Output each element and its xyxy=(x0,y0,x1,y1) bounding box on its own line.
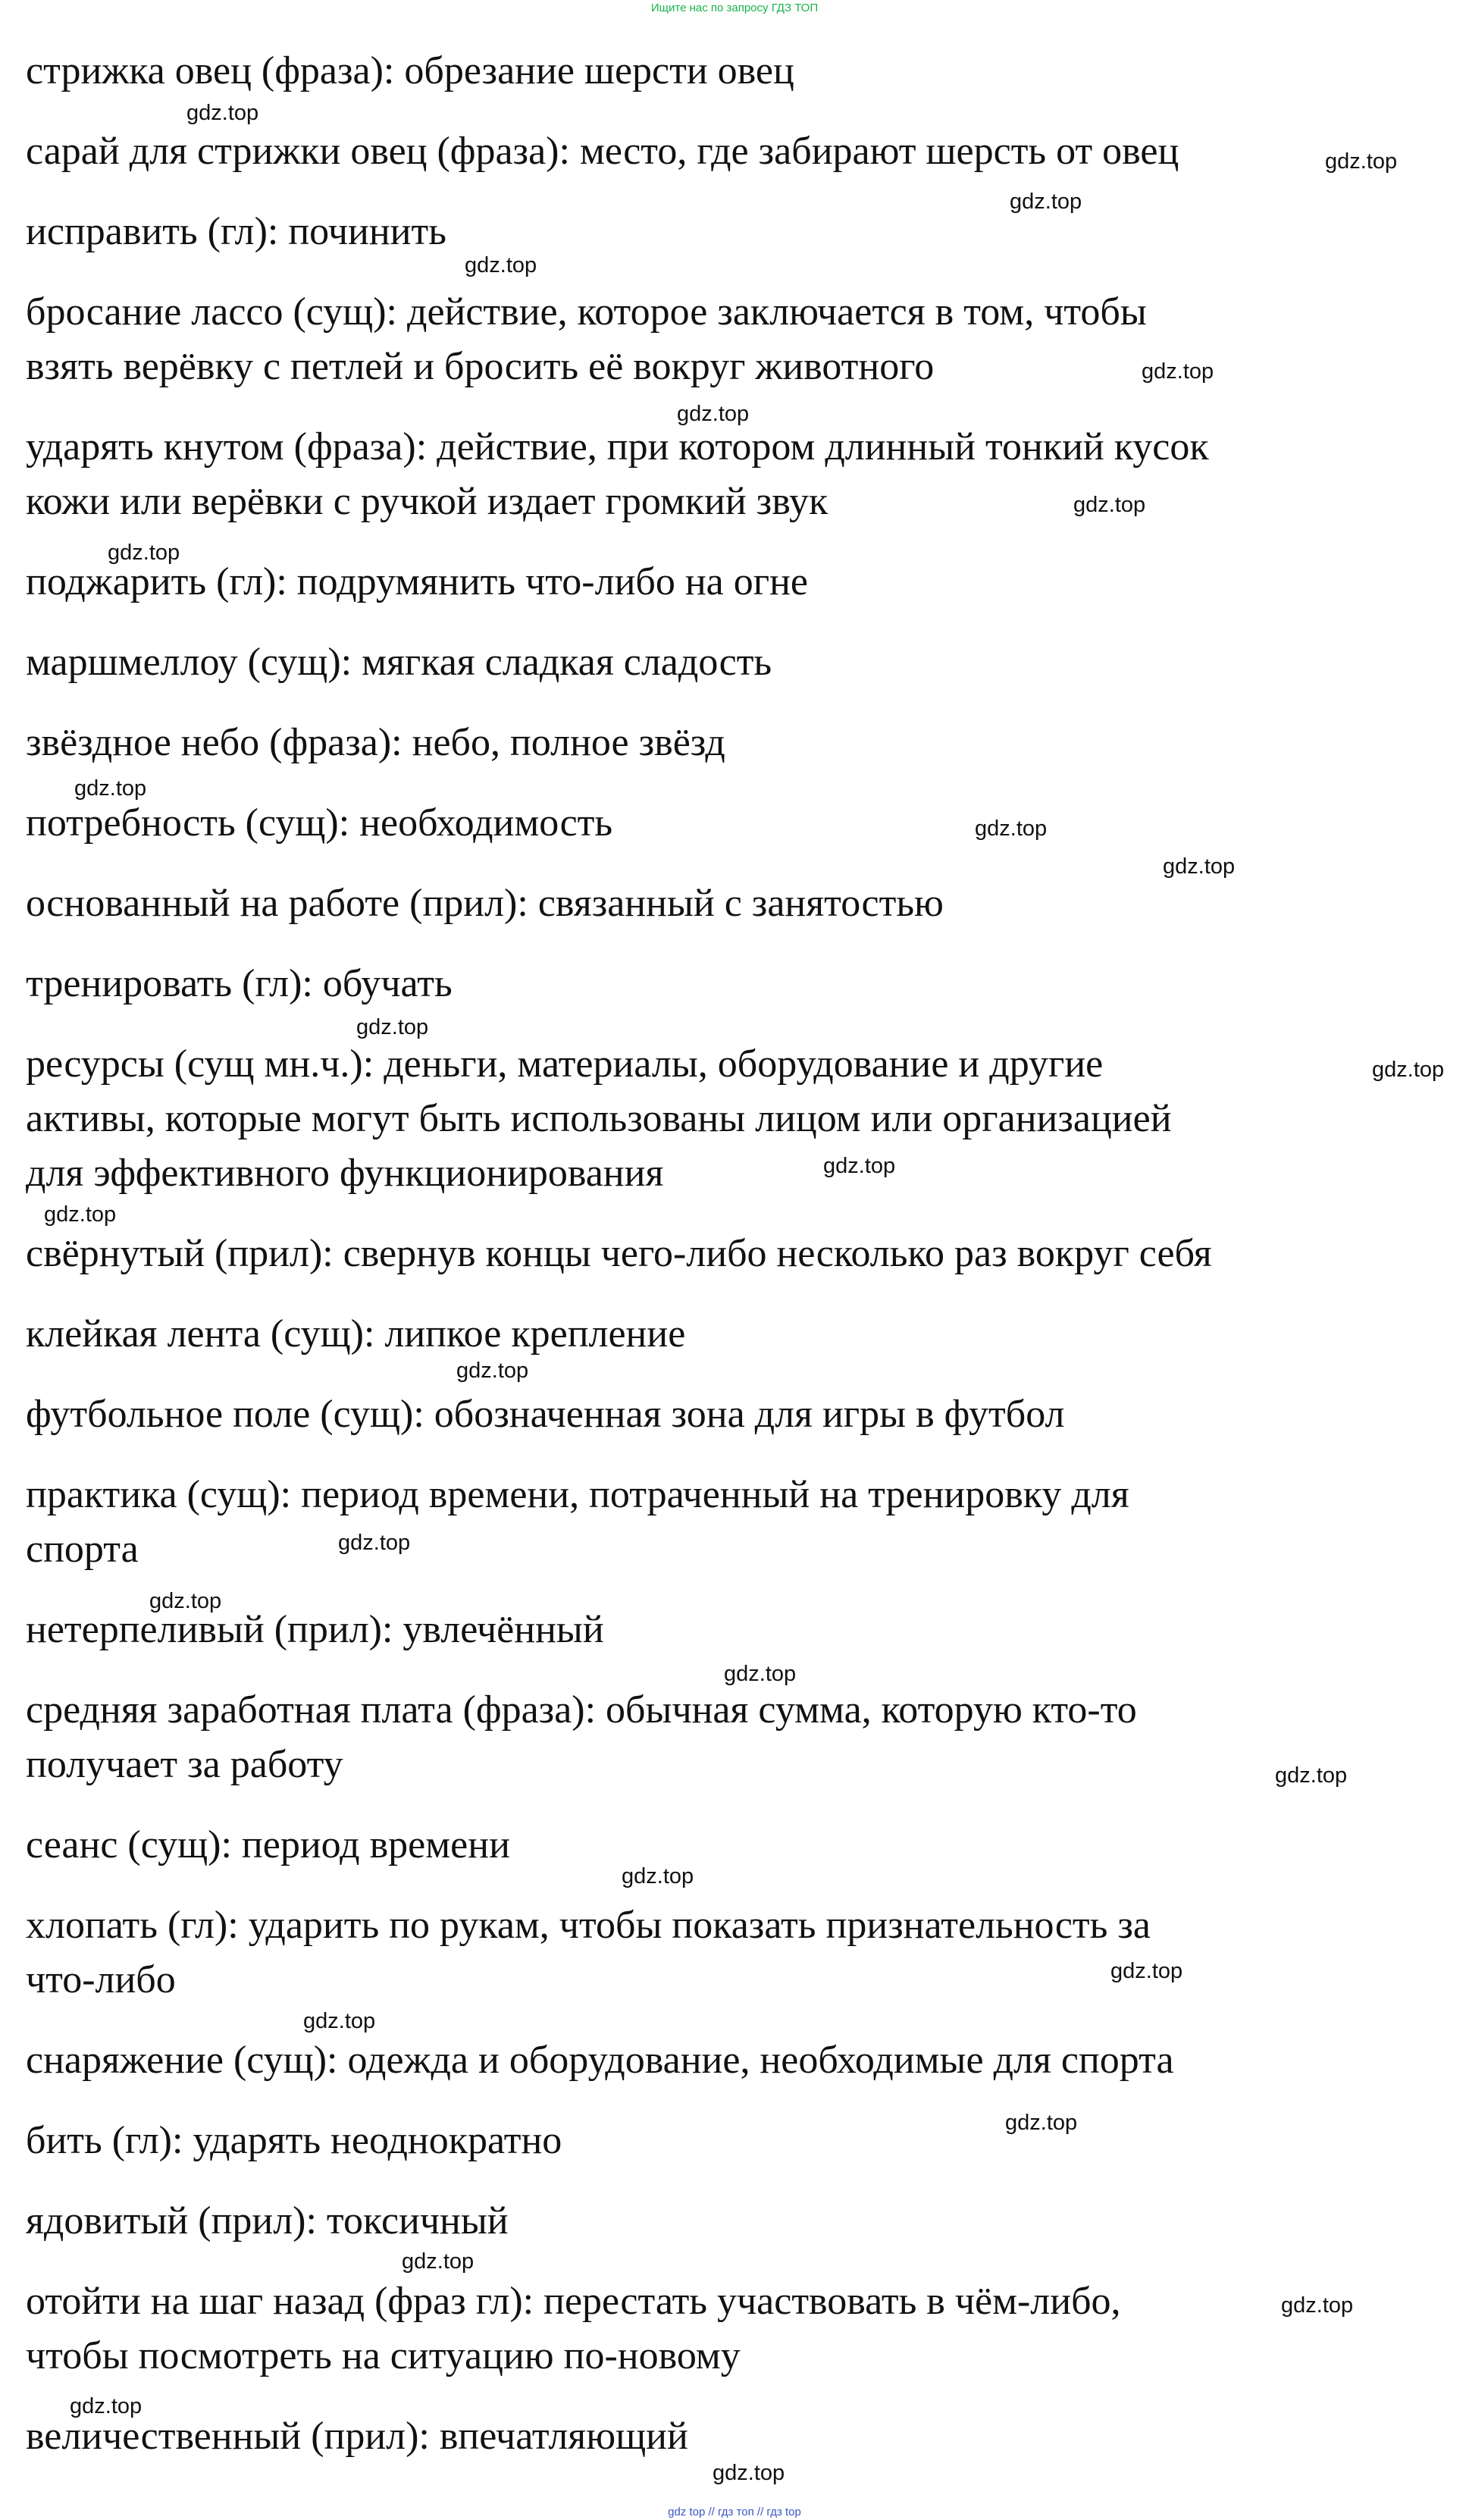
glossary-entry: сарай для стрижки овец (фраза): место, где забирают шерсть от овец xyxy=(26,130,1179,173)
watermark-text: gdz.top xyxy=(823,1154,896,1178)
watermark-text: gdz.top xyxy=(356,1015,429,1039)
glossary-entry: величественный (прил): впечатляющий xyxy=(26,2415,688,2458)
glossary-entry: свёрнутый (прил): свернув концы чего-либо несколько раз вокруг себя xyxy=(26,1232,1212,1275)
watermark-text: gdz.top xyxy=(677,402,750,426)
glossary-entry: маршмеллоу (сущ): мягкая сладкая сладость xyxy=(26,641,772,684)
watermark-text: gdz.top xyxy=(303,2009,376,2033)
watermark-text: gdz.top xyxy=(1325,149,1398,174)
watermark-text: gdz.top xyxy=(186,101,259,125)
footer-links[interactable]: gdz top // гдз топ // гдз top xyxy=(668,2506,801,2518)
glossary-entry: ядовитый (прил): токсичный xyxy=(26,2199,509,2243)
watermark-text: gdz.top xyxy=(149,1589,222,1613)
watermark-text: gdz.top xyxy=(338,1531,411,1555)
watermark-text: gdz.top xyxy=(1010,190,1082,214)
glossary-entry: ударять кнутом (фраза): действие, при котором длинный тонкий кусок кожи или верёвки с ручкой издает громкий звук xyxy=(26,425,1209,523)
watermark-text: gdz.top xyxy=(1275,1763,1348,1788)
watermark-text: gdz.top xyxy=(975,816,1048,841)
watermark-text: gdz.top xyxy=(1005,2111,1078,2135)
glossary-entry: средняя заработная плата (фраза): обычная сумма, которую кто-то получает за работу xyxy=(26,1688,1137,1786)
glossary-entry: отойти на шаг назад (фраз гл): перестать участвовать в чём-либо, чтобы посмотреть на ситуацию по-новому xyxy=(26,2280,1121,2377)
glossary-entry: хлопать (гл): ударить по рукам, чтобы показать признательность за что-либо xyxy=(26,1904,1151,2001)
glossary-entry: снаряжение (сущ): одежда и оборудование, необходимые для спорта xyxy=(26,2039,1174,2082)
glossary-entry: бросание лассо (сущ): действие, которое заключается в том, чтобы взять верёвку с петлей и бросить её вокруг животного xyxy=(26,290,1147,388)
watermark-text: gdz.top xyxy=(1281,2293,1354,2318)
top-banner: Ищите нас по запросу ГДЗ ТОП xyxy=(650,2,819,14)
watermark-text: gdz.top xyxy=(1372,1058,1445,1082)
glossary-entry: потребность (сущ): необходимость xyxy=(26,801,613,845)
glossary-entry: нетерпеливый (прил): увлечённый xyxy=(26,1608,604,1651)
glossary-entry: тренировать (гл): обучать xyxy=(26,962,453,1005)
watermark-text: gdz.top xyxy=(713,2461,785,2485)
watermark-text: gdz.top xyxy=(724,1662,797,1686)
watermark-text: gdz.top xyxy=(1073,493,1146,517)
watermark-text: gdz.top xyxy=(44,1202,117,1227)
glossary-entry: клейкая лента (сущ): липкое крепление xyxy=(26,1312,686,1356)
glossary-entry: звёздное небо (фраза): небо, полное звёзд xyxy=(26,721,725,764)
glossary-entry: сеанс (сущ): период времени xyxy=(26,1823,510,1866)
watermark-text: gdz.top xyxy=(108,541,180,565)
glossary-entry: футбольное поле (сущ): обозначенная зона для игры в футбол xyxy=(26,1393,1065,1436)
watermark-text: gdz.top xyxy=(465,253,537,277)
watermark-text: gdz.top xyxy=(70,2394,143,2418)
watermark-text: gdz.top xyxy=(402,2249,475,2274)
watermark-text: gdz.top xyxy=(1163,854,1236,879)
watermark-text: gdz.top xyxy=(74,776,147,801)
watermark-text: gdz.top xyxy=(622,1864,694,1888)
glossary-entry: практика (сущ): период времени, потраченный на тренировку для спорта xyxy=(26,1473,1129,1571)
glossary-entry: ресурсы (сущ мн.ч.): деньги, материалы, оборудование и другие активы, которые могут быть использованы лицом или организацией для эффективного функционирования xyxy=(26,1042,1172,1195)
glossary-entry: бить (гл): ударять неоднократно xyxy=(26,2119,562,2162)
glossary-entry: исправить (гл): починить xyxy=(26,210,446,253)
watermark-text: gdz.top xyxy=(1142,359,1214,384)
glossary-entry: основанный на работе (прил): связанный с занятостью xyxy=(26,882,944,925)
glossary-entry: стрижка овец (фраза): обрезание шерсти овец xyxy=(26,49,794,92)
watermark-text: gdz.top xyxy=(1110,1959,1183,1983)
watermark-text: gdz.top xyxy=(456,1359,529,1383)
glossary-entry: поджарить (гл): подрумянить что-либо на огне xyxy=(26,560,809,603)
